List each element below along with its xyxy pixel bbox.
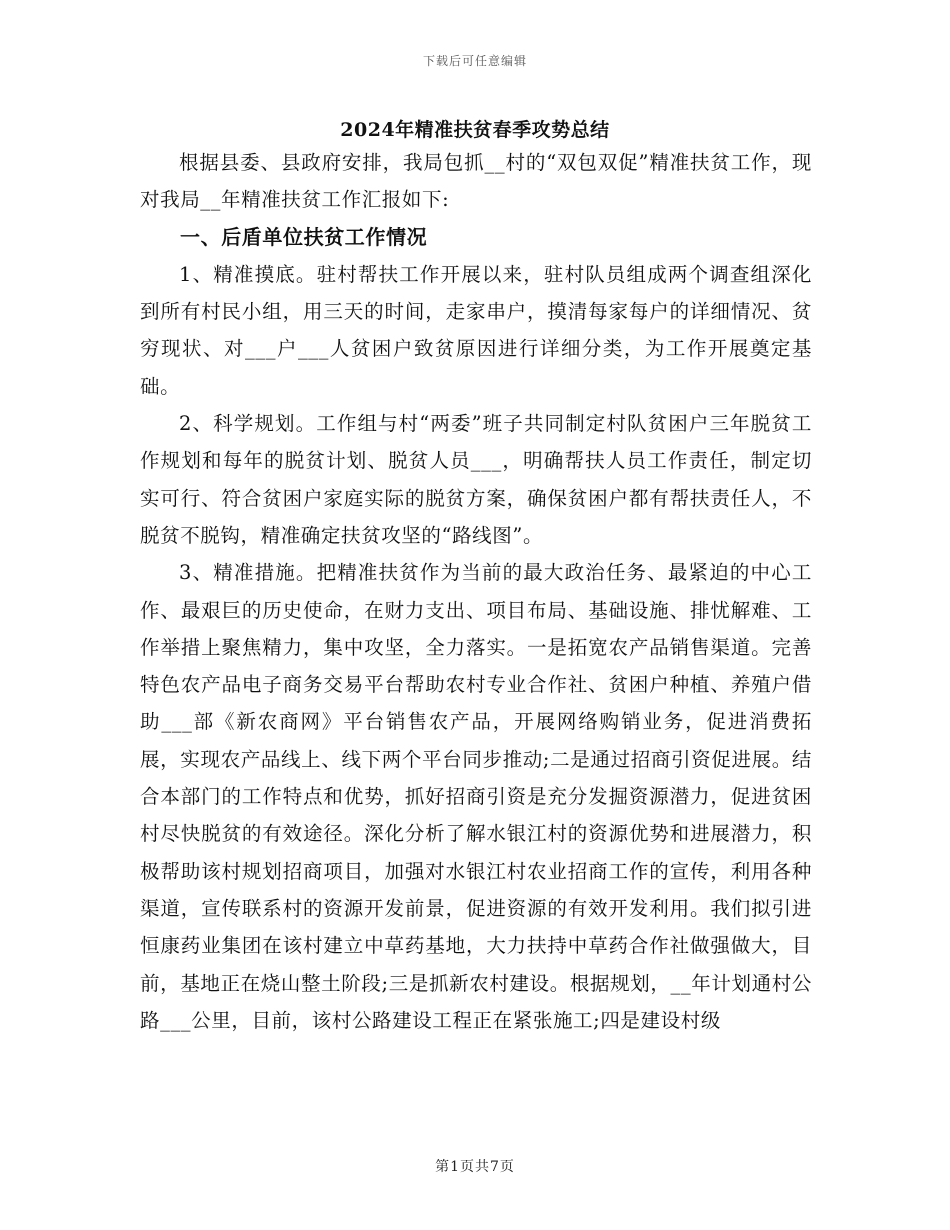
intro-paragraph: 根据县委、县政府安排，我局包抓__村的“双包双促”精准扶贫工作，现对我局__年精准扶贫工作汇报如下:	[140, 151, 812, 212]
body-paragraph: 1、精准摸底。驻村帮扶工作开展以来，驻村队员组成两个调查组深化到所有村民小组，用三天的时间，走家串户，摸清每家每户的详细情况、贫穷现状、对___户___人贫困户致贫原因进行详细分类，为工作开展奠定基础。	[140, 262, 812, 398]
document-body	[140, 144, 812, 1039]
section-heading: 一、后盾单位扶贫工作情况	[180, 224, 428, 249]
page-header-note: 下载后可任意编辑	[422, 54, 527, 68]
body-paragraph: 3、精准措施。把精准扶贫作为当前的最大政治任务、最紧迫的中心工作、最艰巨的历史使命，在财力支出、项目布局、基础设施、排忧解难、工作举措上聚焦精力，集中攻坚，全力落实。一是拓宽农产品销售渠道。完善特色农产品电子商务交易平台帮助农村专业合作社、贫困户种植、养殖户借助___部《新农商网》平台销售农产品，开展网络购销业务，促进消费拓展，实现农产品线上、线下两个平台同步推动;二是通过招商引资促进展。结合本部门的工作特点和优势，抓好招商引资是充分发掘资源潜力，促进贫困村尽快脱贫的有效途径。深化分析了解水银江村的资源优势和进展潜力，积极帮助该村规划招商项目，加强对水银江村农业招商工作的宣传，利用各种渠道，宣传联系村的资源开发前景，促进资源的有效开发利用。我们拟引进恒康药业集团在该村建立中草药基地，大力扶持中草药合作社做强做大，目前，基地正在烧山整土阶段;三是抓新农村建设。根据规划，__年计划通村公路___公里，目前，该村公路建设工程正在紧张施工;四是建设村级	[140, 561, 812, 1032]
document-title: 2024年精准扶贫春季攻势总结	[340, 119, 610, 141]
body-paragraph: 2、科学规划。工作组与村“两委”班子共同制定村队贫困户三年脱贫工作规划和每年的脱贫计划、脱贫人员___，明确帮扶人员工作责任，制定切实可行、符合贫困户家庭实际的脱贫方案，确保贫困户都有帮扶责任人，不脱贫不脱钩，精准确定扶贫攻坚的“路线图”。	[140, 412, 812, 547]
page-number-footer: 第1页共7页	[435, 1159, 515, 1175]
